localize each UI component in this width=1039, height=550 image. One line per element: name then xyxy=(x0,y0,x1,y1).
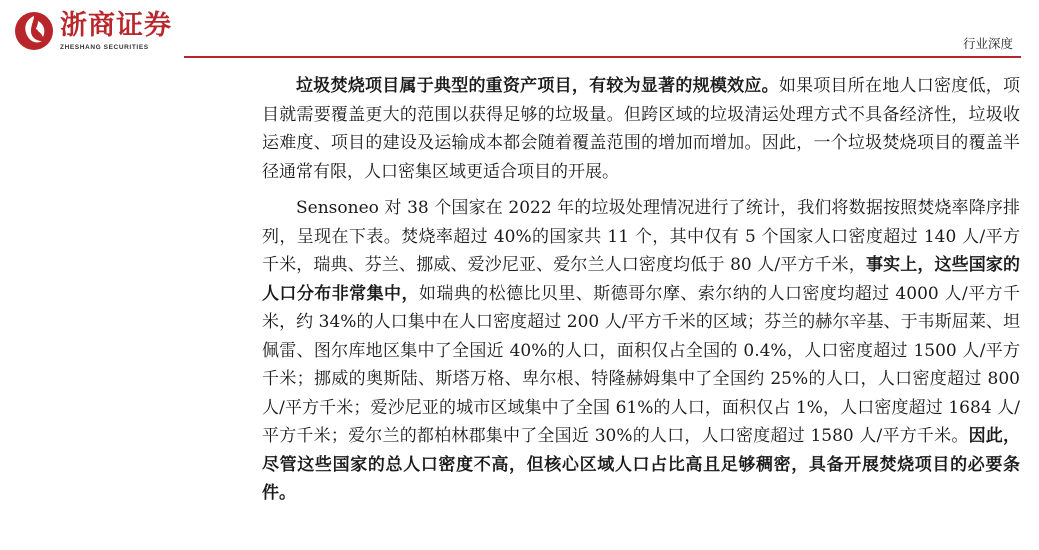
bold-fact-sentence: 事实上，这些国家的人口分布非常集中， xyxy=(262,255,1020,304)
paragraph-scale-effect xyxy=(262,72,1020,186)
paragraph-text: 如果项目所在地人口密度低，项目就需要覆盖更大的范围以获得足够的垃圾量。但跨区域的垃圾清运处理方式不具备经济性，垃圾收运难度、项目的建设及运输成本都会随着覆盖范围的增加而增加。因此，一个垃圾焚烧项目的覆盖半径通常有限，人口密集区域更适合项目的开展。 xyxy=(262,76,1020,182)
logo-emblem-icon xyxy=(14,11,54,51)
header-divider xyxy=(184,56,1021,58)
page-header xyxy=(0,0,1039,62)
paragraph-text: 如瑞典的松德比贝里、斯德哥尔摩、索尔纳的人口密度均超过 4000 人/平方千米，约 34%的人口集中在人口密度超过 200 人/平方千米的区域；芬兰的赫尔辛基、于韦斯屈莱、坦佩雷、图尔库地区集中了全国近 40%的人口，面积仅占全国的 0.4%，人口密度超过 1500 人/平方千米；挪威的奥斯陆、斯塔万格、卑尔根、特隆赫姆集中了全国约 25%的人口，人口密度超过 800 人/平方千米；爱沙尼亚的城市区域集中了全国 61%的人口，面积仅占 1%，人口密度超过 1684 人/平方千米；爱尔兰的都柏林郡集中了全国近 30%的人口，人口密度超过 1580 人/平方千米。 xyxy=(262,283,1020,446)
paragraph-text: Sensoneo 对 38 个国家在 2022 年的垃圾处理情况进行了统计，我们将数据按照焚烧率降序排列，呈现在下表。焚烧率超过 40%的国家共 11 个，其中仅有 5 个国家人口密度超过 140 人/平方千米，瑞典、芬兰、挪威、爱沙尼亚、爱尔兰人口密度均低于 80 人/平方千米， xyxy=(262,198,1020,275)
logo-english-name: ZHESHANG SECURITIES xyxy=(60,44,149,51)
company-logo xyxy=(14,10,172,56)
paragraph-country-analysis xyxy=(262,194,1020,508)
bold-conclusion-sentence: 因此，尽管这些国家的总人口密度不高，但核心区域人口占比高且足够稠密，具备开展焚烧项目的必要条件。 xyxy=(262,426,1020,503)
logo-chinese-name: 浙商证券 xyxy=(60,10,172,41)
report-type-label: 行业深度 xyxy=(962,36,1013,51)
report-body xyxy=(262,72,1020,508)
bold-lead-sentence: 垃圾焚烧项目属于典型的重资产项目，有较为显著的规模效应。 xyxy=(296,76,779,96)
